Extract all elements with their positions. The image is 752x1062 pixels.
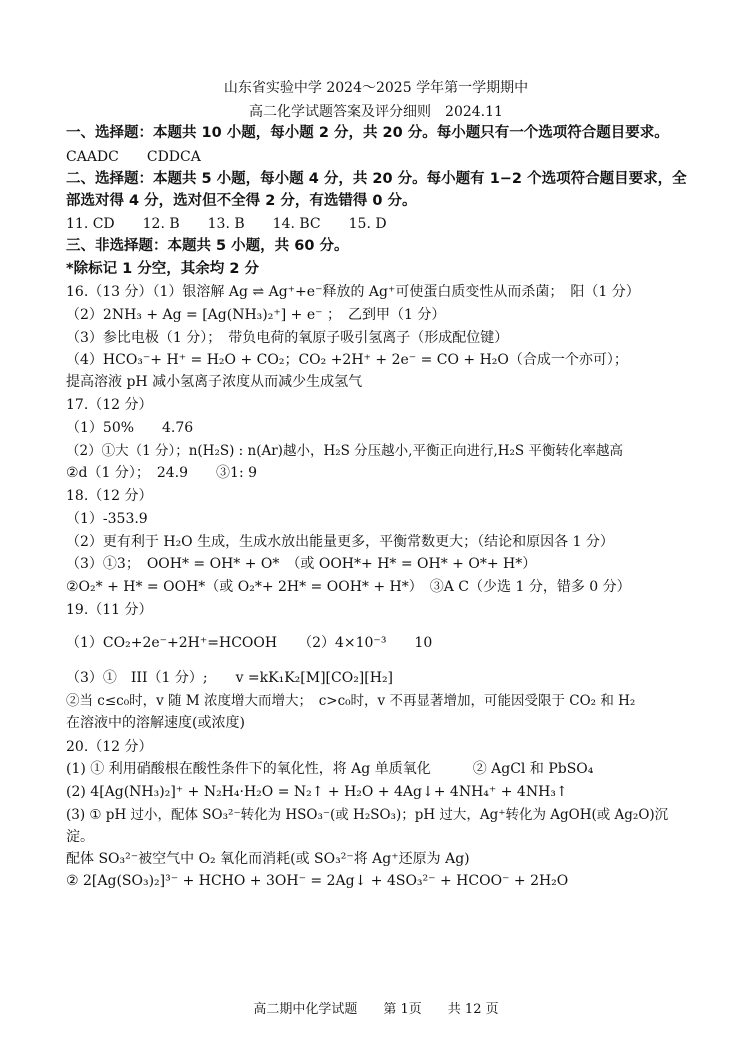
section-1-heading: 一、选择题：本题共 10 小题，每小题 2 分，共 20 分。每小题只有一个选项符合题目要求。 xyxy=(66,125,669,141)
q19-heading: 19.（11 分） xyxy=(66,602,153,618)
q20-heading: 20.（12 分） xyxy=(66,739,153,755)
q18-line-3: （3）①3； OOH* = OH* + O* （或 OOH*+ H* = OH* + O*+ H*） xyxy=(66,556,537,572)
q19-line-1: （1）CO₂+2e⁻+2H⁺=HCOOH （2）4×10⁻³ 10 xyxy=(66,635,433,651)
q19-line-3: ②当 c≤c₀时，v 随 M 浓度增大而增大； c>c₀时，v 不再显著增加，可能因受限于 CO₂ 和 H₂ xyxy=(66,693,636,709)
section-1-answers: CAADC CDDCA xyxy=(66,149,201,165)
section-2-heading-1: 二、选择题：本题共 5 小题，每小题 4 分，共 20 分。每小题有 1−2 个选项符合题目要求，全 xyxy=(66,171,687,187)
q17-line-3: ②d（1 分）； 24.9 ③1: 9 xyxy=(66,465,258,481)
q18-line-2: （2）更有利于 H₂O 生成，生成水放出能量更多，平衡常数更大；（结论和原因各 1 分） xyxy=(66,534,614,550)
title-line-1: 山东省实验中学 2024～2025 学年第一学期期中 xyxy=(223,80,529,96)
section-2-heading-2: 部选对得 4 分，选对但不全得 2 分，有选错得 0 分。 xyxy=(66,193,417,209)
q16-line-4: （4）HCO₃⁻+ H⁺ = H₂O + CO₂；CO₂ +2H⁺ + 2e⁻ = CO + H₂O（合成一个亦可）； xyxy=(66,352,628,368)
q20-line-1: (1) ① 利用硝酸根在酸性条件下的氧化性，将 Ag 单质氧化 ② AgCl 和 PbSO₄ xyxy=(66,761,594,777)
q16-line-3: （3）参比电极（1 分）； 带负电荷的氧原子吸引氢离子（形成配位键） xyxy=(66,330,509,346)
q16-line-2: （2）2NH₃ + Ag = [Ag(NH₃)₂⁺] + e⁻ ； 乙到甲（1 分） xyxy=(66,307,446,323)
section-3-heading: 三、非选择题：本题共 5 小题，共 60 分。 xyxy=(66,238,349,254)
q20-line-3: (3) ① pH 过小，配体 SO₃²⁻转化为 HSO₃⁻(或 H₂SO₃)；pH 过大，Ag⁺转化为 AgOH(或 Ag₂O)沉 xyxy=(66,807,669,823)
title-line-2: 高二化学试题答案及评分细则 2024.11 xyxy=(249,104,503,120)
q16-line-5: 提高溶液 pH 减小氢离子浓度从而减少生成氢气 xyxy=(66,374,363,390)
page-footer: 高二期中化学试题 第 1页 共 12 页 xyxy=(253,1002,499,1017)
q18-line-4: ②O₂* + H* = OOH*（或 O₂*+ 2H* = OOH* + H*） ③A C（少选 1 分，错多 0 分） xyxy=(66,579,631,595)
section-2-answers: 11. CD 12. B 13. B 14. BC 15. D xyxy=(66,216,387,232)
q18-heading: 18.（12 分） xyxy=(66,488,153,504)
q20-line-4: 淀。 xyxy=(66,829,94,845)
q17-line-2: （2）①大（1 分）；n(H₂S) : n(Ar)越小，H₂S 分压越小,平衡正向进行,H₂S 平衡转化率越高 xyxy=(66,443,623,459)
q19-line-2: （3）① III（1 分）; v =kK₁K₂[M][CO₂][H₂] xyxy=(66,670,394,686)
q18-line-1: （1）-353.9 xyxy=(66,511,148,527)
q17-line-1: （1）50% 4.76 xyxy=(66,420,194,436)
q20-line-2: (2) 4[Ag(NH₃)₂]⁺ + N₂H₄·H₂O = N₂↑ + H₂O + 4Ag↓+ 4NH₄⁺ + 4NH₃↑ xyxy=(66,784,568,800)
q20-line-6: ② 2[Ag(SO₃)₂]³⁻ + HCHO + 3OH⁻ = 2Ag↓ + 4SO₃²⁻ + HCOO⁻ + 2H₂O xyxy=(66,873,569,889)
q16-line-1: 16.（13 分）（1）银溶解 Ag ⇌ Ag⁺+e⁻释放的 Ag⁺可使蛋白质变性从而杀菌； 阳（1 分） xyxy=(66,284,640,300)
q19-line-4: 在溶液中的溶解速度(或浓度) xyxy=(66,715,245,731)
q20-line-5: 配体 SO₃²⁻被空气中 O₂ 氧化而消耗(或 SO₃²⁻将 Ag⁺还原为 Ag) xyxy=(66,851,470,867)
section-3-note: *除标记 1 分空，其余均 2 分 xyxy=(66,261,259,277)
q17-heading: 17.（12 分） xyxy=(66,397,153,413)
